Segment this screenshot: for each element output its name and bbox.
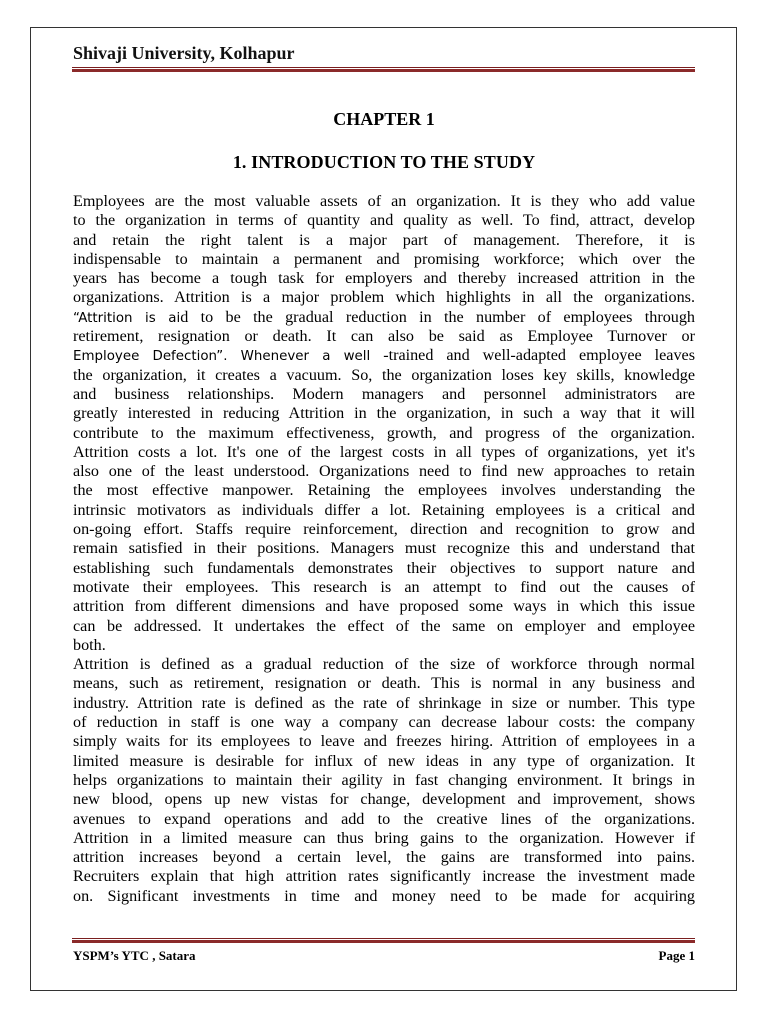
body-line-text: avenues to expand operations and add to the creative lines of the organizations. [73, 810, 695, 828]
body-line [73, 674, 695, 693]
body-line [73, 192, 695, 211]
body-line-sans-segment: Employee Defection”. Whenever a well [73, 349, 371, 365]
footer-rule-thick [72, 940, 695, 943]
body-line-text: Attrition in a limited measure can thus bring gains to the organization. However if [73, 829, 695, 847]
body-line [73, 655, 695, 674]
page-number: Page 1 [658, 948, 695, 963]
body-line-text: helps organizations to maintain their agility in fast changing environment. It brings in [73, 771, 695, 789]
body-line-text: means, such as retirement, resignation or death. This is normal in any business and [73, 675, 695, 693]
body-line-text: also one of the least understood. Organizations need to find new approaches to retain [73, 463, 695, 481]
body-line [73, 694, 695, 713]
body-line-text: organizations. Attrition is a major problem which highlights in all the organizations. [73, 289, 695, 307]
body-line [73, 578, 695, 597]
body-line-text: establishing such fundamentals demonstrates their objectives to support nature and [73, 559, 695, 577]
header-title: Shivaji University, Kolhapur [73, 43, 295, 63]
body-line [73, 713, 695, 732]
body-line-text: simply waits for its employees to leave and freezes hiring. Attrition of employees in a [73, 733, 695, 751]
body-line [73, 559, 695, 578]
body-line-text: d to be the gradual reduction in the number of employees through [180, 308, 695, 326]
chapter-label: CHAPTER 1 [333, 109, 435, 129]
body-line [73, 752, 695, 771]
body-line [73, 520, 695, 539]
body-line [73, 231, 695, 250]
body-line [73, 771, 695, 790]
section-heading: 1. INTRODUCTION TO THE STUDY [232, 152, 536, 172]
body-line-text: contribute to the maximum effectiveness, growth, and progress of the organization. [73, 424, 695, 442]
body-line [73, 501, 695, 520]
body-line-text: Employees are the most valuable assets of an organization. It is they who add value [73, 193, 695, 210]
body-text [73, 192, 695, 906]
body-line-text: on. Significant investments in time and money need to be made for acquiring [73, 887, 695, 905]
body-line-text: Attrition is defined as a gradual reduction of the size of workforce through normal [73, 656, 695, 674]
body-line [73, 211, 695, 230]
body-line [73, 462, 695, 481]
footer-rule [72, 938, 695, 943]
body-line [73, 250, 695, 269]
body-line-text: on-going effort. Staffs require reinforcement, direction and recognition to grow and [73, 521, 695, 539]
body-line-sans-segment: “Attrition is ai [73, 310, 181, 326]
body-line-text: intrinsic motivators as individuals differ a lot. Retaining employees is a critical and [73, 501, 695, 519]
header-rule-thin [72, 67, 695, 68]
body-line [73, 867, 695, 886]
body-line-text: and business relationships. Modern managers and personnel administrators are [73, 385, 695, 403]
body-line-text: Recruiters explain that high attrition rates significantly increase the investment made [73, 868, 695, 886]
body-line-text: can be addressed. It undertakes the effect of the same on employer and employee [73, 617, 695, 635]
body-line [73, 597, 695, 616]
body-line-text: -trained and well-adapted employee leaves [370, 347, 695, 365]
footer-institution: YSPM’s YTC , Satara [73, 948, 196, 963]
header-rule-thick [72, 69, 695, 72]
body-line [73, 481, 695, 500]
body-line [73, 404, 695, 423]
footer-rule-thin [72, 938, 695, 939]
body-line [73, 385, 695, 404]
body-line [73, 887, 695, 906]
body-line [73, 424, 695, 443]
body-line [73, 617, 695, 636]
body-line [73, 848, 695, 867]
body-line-text: remain satisfied in their positions. Managers must recognize this and understand that [73, 540, 695, 558]
body-line-text: attrition increases beyond a certain level, the gains are transformed into pains. [73, 849, 695, 867]
body-line-text: attrition from different dimensions and have proposed some ways in which this issue [73, 598, 695, 616]
body-line-text: the most effective manpower. Retaining the employees involves understanding the [73, 482, 695, 500]
body-line [73, 539, 695, 558]
body-line-text: indispensable to maintain a permanent and promising workforce; which over the [73, 250, 695, 268]
body-line-text: industry. Attrition rate is defined as the rate of shrinkage in size or number. This type [73, 694, 695, 712]
header-rule [72, 67, 695, 72]
body-line [73, 732, 695, 751]
body-line [73, 288, 695, 307]
body-line-text: of reduction in staff is one way a company can decrease labour costs: the company [73, 714, 695, 732]
body-line [73, 443, 695, 462]
body-line-text: both. [73, 636, 106, 654]
body-line [73, 327, 695, 346]
body-line [73, 346, 695, 365]
body-line-text: new blood, opens up new vistas for change, development and improvement, shows [73, 791, 695, 809]
body-line-text: Attrition costs a lot. It's one of the largest costs in all types of organizations, yet it's [73, 443, 695, 461]
body-line [73, 810, 695, 829]
body-line-text: limited measure is desirable for influx of new ideas in any type of organization. It [73, 752, 695, 770]
body-line [73, 308, 695, 327]
body-line-text: the organization, it creates a vacuum. So, the organization loses key skills, knowledge [73, 366, 695, 384]
body-line-text: motivate their employees. This research is an attempt to find out the causes of [73, 578, 695, 596]
body-line [73, 829, 695, 848]
body-line-text: and retain the right talent is a major part of management. Therefore, it is [73, 231, 695, 249]
body-line-text: years has become a tough task for employers and thereby increased attrition in the [73, 270, 695, 288]
body-line-text: greatly interested in reducing Attrition in the organization, in such a way that it will [73, 405, 695, 423]
body-line-text: to the organization in terms of quantity and quality as well. To find, attract, develop [73, 212, 695, 230]
body-line [73, 636, 695, 655]
body-line [73, 366, 695, 385]
body-line-text: retirement, resignation or death. It can also be said as Employee Turnover or [73, 328, 695, 346]
body-line [73, 790, 695, 809]
body-line [73, 269, 695, 288]
